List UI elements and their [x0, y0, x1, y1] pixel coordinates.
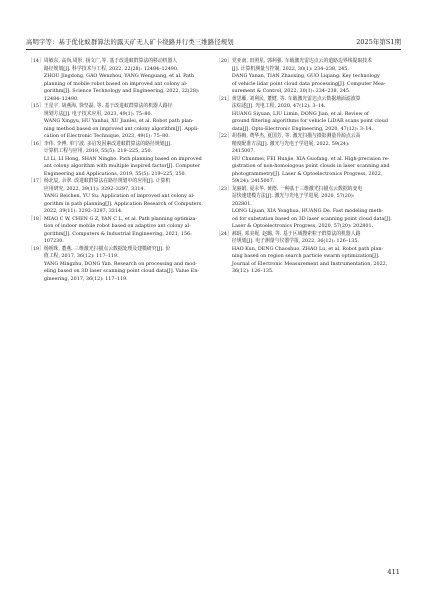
reference-line: of vehicle lidar point cloud data processing[J]. Computer Mea- — [231, 80, 386, 87]
reference-line: 107230. — [43, 238, 64, 244]
reference-line: Laser & Optoelectronics Progress, 2020, 57(20): 202801. — [231, 223, 374, 229]
reference-item — [28, 103, 210, 141]
reference-line: 周敏东, 高尚,周彤, 扬文广,等. 基于改进蚁群算法的移动机器人 — [43, 58, 178, 64]
reference-line: LONG Lijuan, XIA Yonghua, HUANG De. Fast modeling meth- — [231, 208, 384, 214]
reference-line: 值工程, 2017, 36(12): 117–119. — [43, 253, 119, 259]
reference-line: 王星宇, 胡燕海, 徐坚磊, 等. 基于改进蚁群算法的机器人路径 — [43, 103, 173, 109]
reference-line: 精度配准方法[J]. 激光与光电子学进展, 2022, 59(24): — [231, 140, 350, 147]
reference-text — [232, 133, 398, 186]
reference-line: ground filtering algorithms for vehicle LiDAR scans point cloud — [231, 118, 388, 124]
reference-line: gorithm[J]. Science Technology and Engineering, 2022, 22(28): — [43, 88, 200, 94]
reference-number: ［17］ — [28, 178, 44, 184]
reference-line: gorithm[J]. Computers & Industrial Engineering, 2021, 156: — [43, 230, 192, 237]
reference-line: HUANG Siyuan, LIU Limin, DONG Jian, et al. Review of — [231, 110, 369, 117]
reference-line: data[J]. Opto-Electronic Engineering, 2020, 47(12): 3–14. — [231, 125, 374, 132]
reference-line: YANG Mingzhu, DONG Yan. Research on processing and mod- — [43, 260, 197, 267]
reference-number: ［20］ — [216, 58, 232, 64]
reference-line: 胡春梅, 费华杰, 夏国芳, 等. 激光扫描与摄影测量异源点云高 — [231, 133, 361, 139]
reference-number: ［19］ — [28, 245, 44, 252]
reference-line: ant colony algorithm with multiple inspired factor[J]. Computer — [43, 163, 201, 169]
reference-line: 规划方法[J]. 电子技术应用, 2023, 49(1): 75–80. — [43, 110, 153, 117]
reference-line: 路径规划[J]. 科学技术与工程, 2022, 22(28): 12484–12490. — [43, 65, 179, 72]
reference-line: photogrammetry[J]. Laser & Optoelectronics Progress, 2022, — [231, 170, 383, 177]
reference-number: ［15］ — [28, 103, 44, 109]
reference-item — [216, 186, 398, 231]
reference-line: 站快速建模方法[J]. 激光与光电子学进展, 2020, 57(20): — [231, 193, 355, 199]
reference-line: Engineering and Applications, 2019, 55(5): 219–225, 250. — [43, 170, 187, 177]
reference-line: cation of Electronic Technique, 2023, 49(1): 75–80. — [43, 133, 170, 139]
reference-line: Journal of Electronic Measurement and Instrumentation, 2022, — [231, 260, 388, 267]
reference-line: 杨明珠, 董燕. 三维激光扫描点云数据处理及建模研究[J]. 价 — [43, 245, 171, 252]
reference-line: 202801. — [231, 200, 252, 207]
reference-item — [216, 231, 398, 276]
reference-line: 党亚南, 田照星, 郭利强. 车载激光雷达点云的道路边界线提取技术 — [231, 58, 372, 64]
reference-line: 郝琨, 邓美妮, 赵璐, 等. 基于区域搜索粒子群算法的机器人路 — [231, 230, 361, 237]
reference-line: 59(24): 2415007. — [231, 178, 275, 184]
reference-line: od for substation based on 3D laser scanning point cloud data[J]. — [231, 215, 392, 222]
header-divider — [26, 49, 401, 50]
reference-line: gorithm in path planning[J]. Application Research of Computers, — [43, 200, 203, 207]
reference-number: ［18］ — [28, 215, 44, 222]
reference-text — [44, 103, 210, 141]
reference-item — [28, 178, 210, 216]
reference-number: ［16］ — [28, 140, 44, 147]
reference-text — [44, 216, 210, 246]
reference-text — [44, 246, 210, 284]
reference-number: ［24］ — [216, 230, 232, 237]
reference-item — [216, 133, 398, 186]
header-title: 高明宇等：基于优化蚁群算法的露天矿无人矿卡绕路并行类三维路径规划 — [26, 38, 234, 46]
reference-line: MIAO C W, CHEN G Z, YAN C L, et al. Path planning optimiza- — [43, 215, 198, 222]
reference-line: 2022, 39(11): 3292–3297, 3314. — [43, 208, 123, 214]
reference-text — [232, 96, 398, 134]
reference-item — [216, 96, 398, 134]
reference-line: ning based on region search particle swarm optimization[J]. — [231, 253, 380, 259]
reference-line: 法综述[J]. 光电工程, 2020, 47(12): 3–14. — [231, 103, 326, 109]
reference-line: 龙丽娟, 夏永华, 黄德. 一种基于三维激光扫描点云数据的变电 — [231, 185, 363, 192]
reference-line: 应用研究, 2022, 39(11): 3292–3297, 3314. — [43, 185, 146, 192]
references-right-column — [216, 58, 398, 276]
reference-text — [232, 58, 398, 96]
reference-line: WANG Xingyu, HU Yanhai, XU Jianlei, et al. Robot path plan- — [43, 118, 194, 124]
page-number: 411 — [387, 568, 400, 576]
reference-line: ning method based on improved ant colony algorithm[J]. Appli- — [43, 125, 199, 132]
reference-line: 径规划[J]. 电子测量与仪器学报, 2022, 36(12): 126–135. — [231, 238, 360, 244]
reference-line: planning of mobile robot based on improved ant colony al- — [43, 80, 188, 87]
reference-text — [44, 178, 210, 216]
reference-text — [232, 186, 398, 231]
reference-line: YANG Beichen, YU Su. Application of improved ant colony al- — [43, 193, 195, 199]
reference-line: ZHOU Jingdong, GAO Wenzhou, YANG Wenguang, et al. Path — [43, 73, 195, 79]
reference-line: DANG Yanan, TIAN Zhaoxing, GUO Liqiang. Key technology — [231, 73, 380, 79]
reference-number: ［23］ — [216, 185, 232, 192]
reference-line: 36(12): 126–135. — [231, 268, 274, 274]
reference-line: 12484–12490. — [43, 95, 79, 102]
reference-line: 2415007. — [231, 148, 255, 154]
references-left-column — [28, 58, 210, 283]
reference-line: 李伟, 李博, 单宁波. 多启发因素改进蚁群算法的路径规划[J]. — [43, 140, 172, 147]
reference-line: 黄思雁, 刘利民, 董健, 等. 车载激光雷达点云数据地面滤波算 — [231, 95, 361, 102]
reference-number: ［21］ — [216, 95, 232, 102]
reference-number: ［22］ — [216, 133, 232, 139]
header-issue: 2025年第S1期 — [356, 38, 401, 46]
reference-line: gistration of non-homologous point clouds in laser scanning and — [231, 163, 390, 169]
reference-item — [28, 58, 210, 103]
reference-line: tion of indoor mobile robot based on adaptive ant colony al- — [43, 223, 191, 229]
reference-text — [232, 231, 398, 276]
reference-text — [44, 141, 210, 179]
reference-item — [28, 141, 210, 179]
reference-line: HAO Kun, DENG Chaoshuo, ZHAO Lu, et al. Robot path plan- — [231, 245, 384, 252]
running-header — [26, 38, 401, 46]
reference-text — [44, 58, 210, 103]
reference-number: ［14］ — [28, 58, 44, 64]
reference-line: surement & Control, 2022, 30(1): 234–238, 245. — [231, 88, 351, 94]
reference-line: HU Chunmei, FEI Huajie, XIA Guofang, et al. High-precision re- — [231, 155, 390, 162]
reference-item — [28, 216, 210, 246]
reference-line: 杨北辰, 余翠. 改进蚁群算法在路径规划中的应用[J]. 计算机 — [43, 178, 171, 184]
reference-item — [28, 246, 210, 284]
reference-item — [216, 58, 398, 96]
reference-line: [J]. 计算机测量与控制, 2022, 30(1): 234–238, 245. — [231, 65, 349, 72]
reference-line: eling based on 3D laser scanning point cloud data[J]. Value En- — [43, 268, 199, 274]
reference-line: gineering, 2017, 36(12): 117–119. — [43, 275, 128, 282]
reference-line: LI Li, LI Hong, SHAN Ningbo. Path planning based on improved — [43, 155, 202, 162]
reference-line: 计算机工程与应用, 2019, 55(5): 219–225, 250. — [43, 148, 153, 154]
